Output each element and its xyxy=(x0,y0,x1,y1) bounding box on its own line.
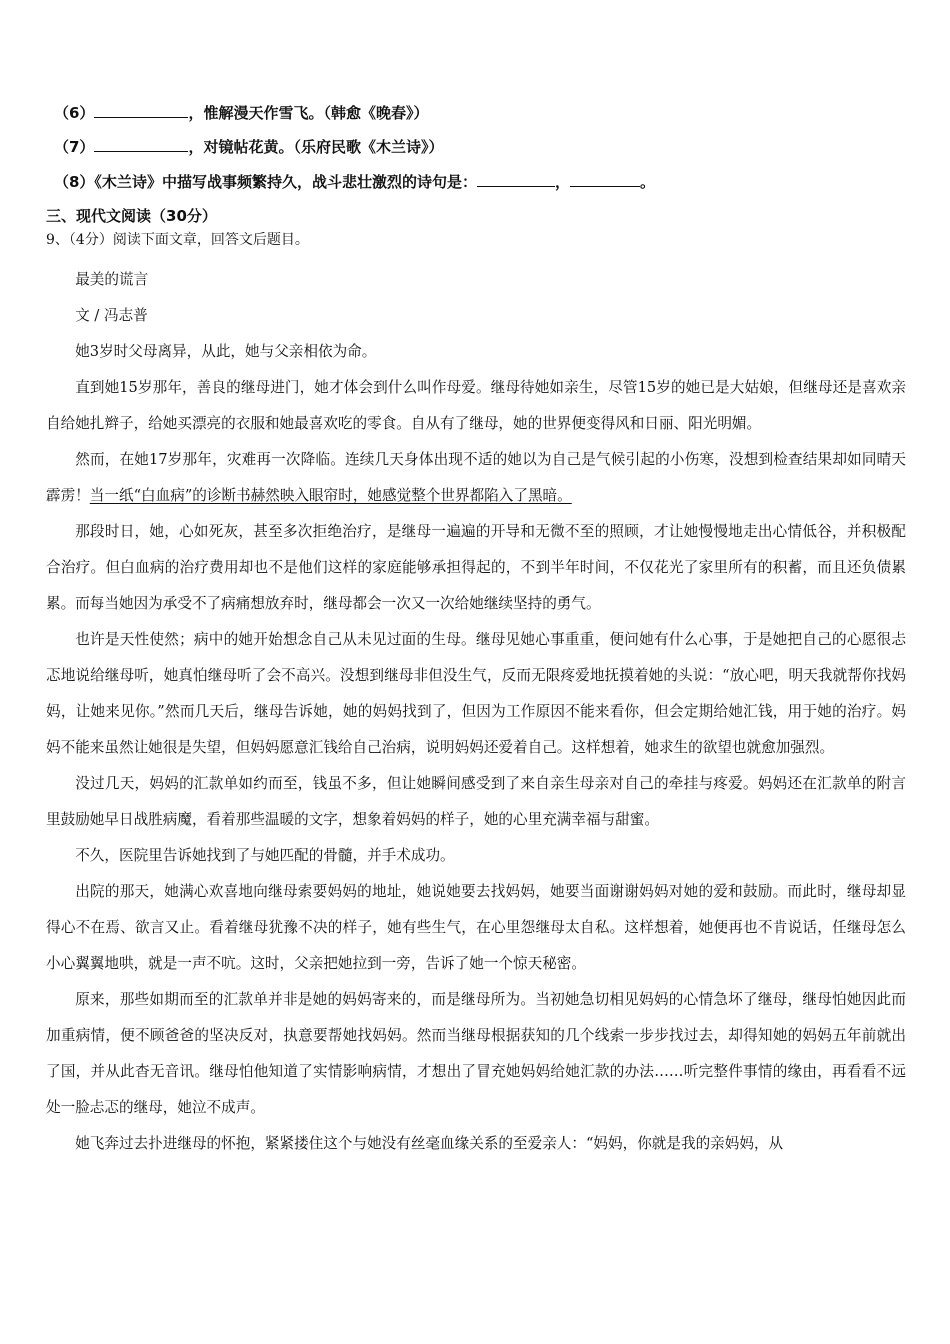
fill-question-6 xyxy=(54,103,428,123)
fill-middle: ， xyxy=(554,173,570,191)
paragraph xyxy=(46,442,906,514)
fill-suffix: ，惟解漫天作雪飞。（韩愈《晚春》） xyxy=(188,104,429,122)
fill-suffix: 。 xyxy=(639,173,655,191)
paragraph: 没过几天，妈妈的汇款单如约而至，钱虽不多，但让她瞬间感受到了来自亲生母亲对自己的牵挂与疼爱。妈妈还在汇款单的附言里鼓励她早日战胜病魔，看着那些温暖的文字，想象着妈妈的样子，她的心里充满幸福与甜蜜。 xyxy=(46,775,906,828)
paragraph: 她飞奔过去扑进继母的怀抱，紧紧搂住这个与她没有丝毫血缘关系的至爱亲人：“妈妈，你就是我的亲妈妈，从 xyxy=(75,1135,784,1152)
paragraph: 她3岁时父母离异，从此，她与父亲相依为命。 xyxy=(75,343,377,360)
paragraph-text: 然而，在她17岁那年，灾难再一次降临。连续几天身体出现不适的她以为自己是气候引起的小伤寒，没想到检查结果却如同晴天霹雳！ xyxy=(46,451,906,504)
paragraph: 不久，医院里告诉她找到了与她匹配的骨髓，并手术成功。 xyxy=(75,847,455,864)
answer-blank[interactable] xyxy=(570,172,640,187)
paragraph: 原来，那些如期而至的汇款单并非是她的妈妈寄来的，而是继母所为。当初她急切相见妈妈的心情急坏了继母，继母怕她因此而加重病情，便不顾爸爸的坚决反对，执意要帮她找妈妈。然而当继母根据获知的几个线索一步步找过去，却得知她的妈妈五年前就出了国，并从此杳无音讯。继母怕他知道了实情影响病情，才想出了冒充她妈妈给她汇款的办法……听完整件事情的缘由，再看看不远处一脸忐忑的继母，她泣不成声。 xyxy=(46,991,906,1116)
article-body xyxy=(46,262,906,1162)
paragraph: 直到她15岁那年，善良的继母进门，她才体会到什么叫作母爱。继母待她如亲生，尽管15岁的她已是大姑娘，但继母还是喜欢亲自给她扎辫子，给她买漂亮的衣服和她最喜欢吃的零食。自从有了继母，她的世界便变得风和日丽、阳光明媚。 xyxy=(46,379,906,432)
fill-question-8 xyxy=(54,172,655,192)
section-heading: 三、现代文阅读（30分） xyxy=(46,207,217,225)
article-title: 最美的谎言 xyxy=(75,271,149,288)
paragraph: 出院的那天，她满心欢喜地向继母索要妈妈的地址，她说她要去找妈妈，她要当面谢谢妈妈对她的爱和鼓励。而此时，继母却显得心不在焉、欲言又止。看着继母犹豫不决的样子，她有些生气，在心里怨继母太自私。这样想着，她便再也不肯说话，任继母怎么小心翼翼地哄，就是一声不吭。这时，父亲把她拉到一旁，告诉了她一个惊天秘密。 xyxy=(46,883,906,972)
fill-prefix: （7） xyxy=(54,138,95,156)
question-intro: 9、（4分）阅读下面文章，回答文后题目。 xyxy=(46,232,309,248)
fill-prefix: （6） xyxy=(54,104,95,122)
answer-blank[interactable] xyxy=(94,103,188,118)
answer-blank[interactable] xyxy=(477,172,555,187)
underlined-sentence: 当一纸“白血病”的诊断书赫然映入眼帘时，她感觉整个世界都陷入了黑暗。 xyxy=(89,487,572,504)
fill-suffix: ，对镜帖花黄。（乐府民歌《木兰诗》） xyxy=(188,138,444,156)
fill-question-7 xyxy=(54,137,443,157)
paragraph: 也许是天性使然；病中的她开始想念自己从未见过面的生母。继母见她心事重重，便问她有什么心事，于是她把自己的心愿很忐忑地说给继母听，她真怕继母听了会不高兴。没想到继母非但没生气，反而无限疼爱地抚摸着她的头说：“放心吧，明天我就帮你找妈妈，让她来见你。”然而几天后，继母告诉她，她的妈妈找到了，但因为工作原因不能来看你，但会定期给她汇钱，用于她的治疗。妈妈不能来虽然让她很是失望，但妈妈愿意汇钱给自己治病，说明妈妈还爱着自己。这样想着，她求生的欲望也就愈加强烈。 xyxy=(46,631,906,756)
fill-prefix: （8）《木兰诗》中描写战事频繁持久，战斗悲壮激烈的诗句是： xyxy=(54,173,477,191)
answer-blank[interactable] xyxy=(94,137,188,152)
article-author: 文 / 冯志普 xyxy=(75,307,148,324)
paragraph: 那段时日，她，心如死灰，甚至多次拒绝治疗，是继母一遍遍的开导和无微不至的照顾，才让她慢慢地走出心情低谷，并积极配合治疗。但白血病的治疗费用却也不是他们这样的家庭能够承担得起的，不到半年时间，不仅花光了家里所有的积蓄，而且还负债累累。而每当她因为承受不了病痛想放弃时，继母都会一次又一次给她继续坚持的勇气。 xyxy=(46,523,906,612)
